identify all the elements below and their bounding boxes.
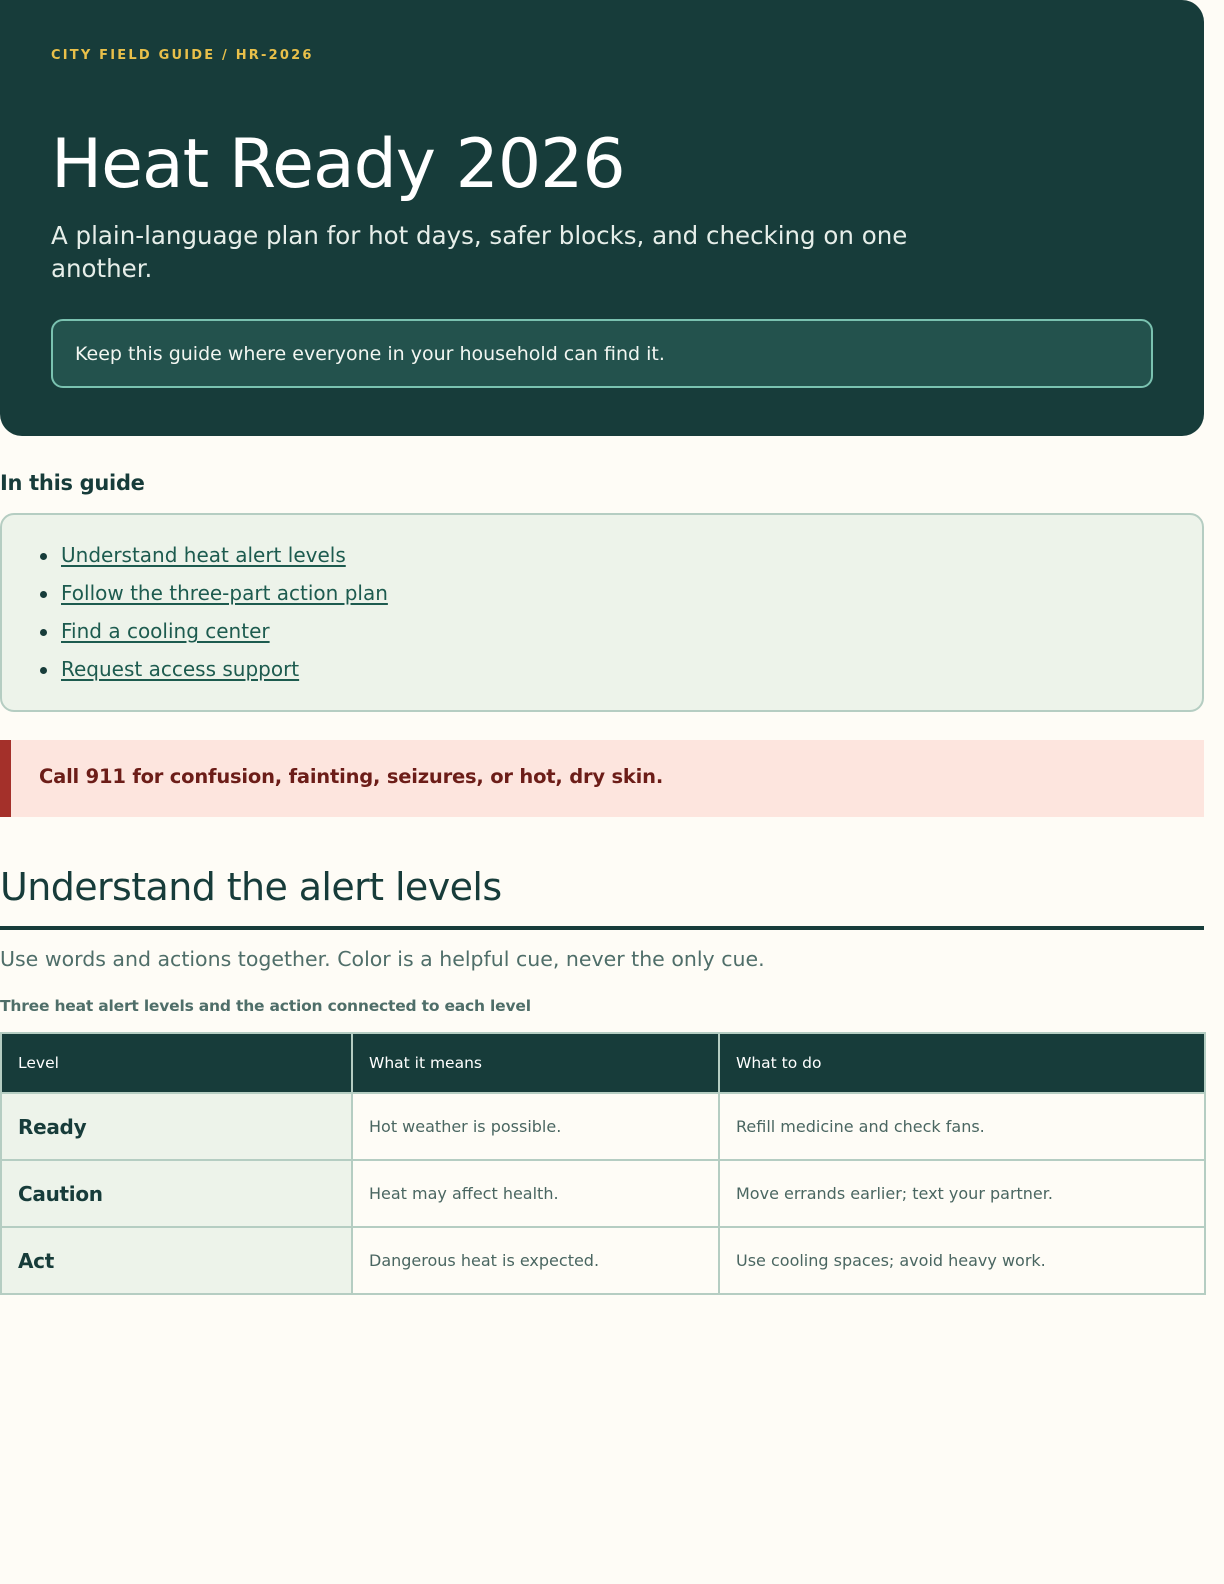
section-title: Understand the alert levels xyxy=(0,865,502,909)
table-caption: Three heat alert levels and the action connected to each level xyxy=(0,997,531,1015)
level-cell: Ready xyxy=(1,1093,352,1160)
column-header-meaning: What it means xyxy=(352,1033,719,1093)
emergency-alert-text: Call 911 for confusion, fainting, seizures, or hot, dry skin. xyxy=(39,765,664,788)
alert-levels-table xyxy=(0,1032,1206,1295)
toc-heading: In this guide xyxy=(0,471,145,495)
table-of-contents xyxy=(0,513,1204,712)
column-header-action: What to do xyxy=(719,1033,1205,1093)
table-row xyxy=(1,1160,1205,1227)
action-cell: Refill medicine and check fans. xyxy=(719,1093,1205,1160)
hero-banner xyxy=(0,0,1204,436)
meaning-cell: Dangerous heat is expected. xyxy=(352,1227,719,1294)
bullet-icon xyxy=(40,591,47,598)
toc-link-access-support[interactable]: Request access support xyxy=(61,657,300,681)
table-row xyxy=(1,1093,1205,1160)
page-title: Heat Ready 2026 xyxy=(51,125,625,204)
hero-note: Keep this guide where everyone in your household can find it. xyxy=(51,319,1153,388)
toc-link-alert-levels[interactable]: Understand heat alert levels xyxy=(61,543,346,567)
bullet-icon xyxy=(40,629,47,636)
level-cell: Caution xyxy=(1,1160,352,1227)
bullet-icon xyxy=(40,667,47,674)
emergency-alert xyxy=(0,740,1204,817)
action-cell: Use cooling spaces; avoid heavy work. xyxy=(719,1227,1205,1294)
table-header-row xyxy=(1,1033,1205,1093)
meaning-cell: Hot weather is possible. xyxy=(352,1093,719,1160)
action-cell: Move errands earlier; text your partner. xyxy=(719,1160,1205,1227)
table-row xyxy=(1,1227,1205,1294)
hero-eyebrow: CITY FIELD GUIDE / HR-2026 xyxy=(51,48,314,63)
toc-link-action-plan[interactable]: Follow the three-part action plan xyxy=(61,581,388,605)
hero-subtitle: A plain-language plan for hot days, safer blocks, and checking on one another. xyxy=(51,221,908,283)
bullet-icon xyxy=(40,553,47,560)
section-divider xyxy=(0,926,1204,930)
section-lead: Use words and actions together. Color is a helpful cue, never the only cue. xyxy=(0,947,765,971)
toc-link-cooling-center[interactable]: Find a cooling center xyxy=(61,619,270,643)
column-header-level: Level xyxy=(1,1033,352,1093)
level-cell: Act xyxy=(1,1227,352,1294)
meaning-cell: Heat may affect health. xyxy=(352,1160,719,1227)
